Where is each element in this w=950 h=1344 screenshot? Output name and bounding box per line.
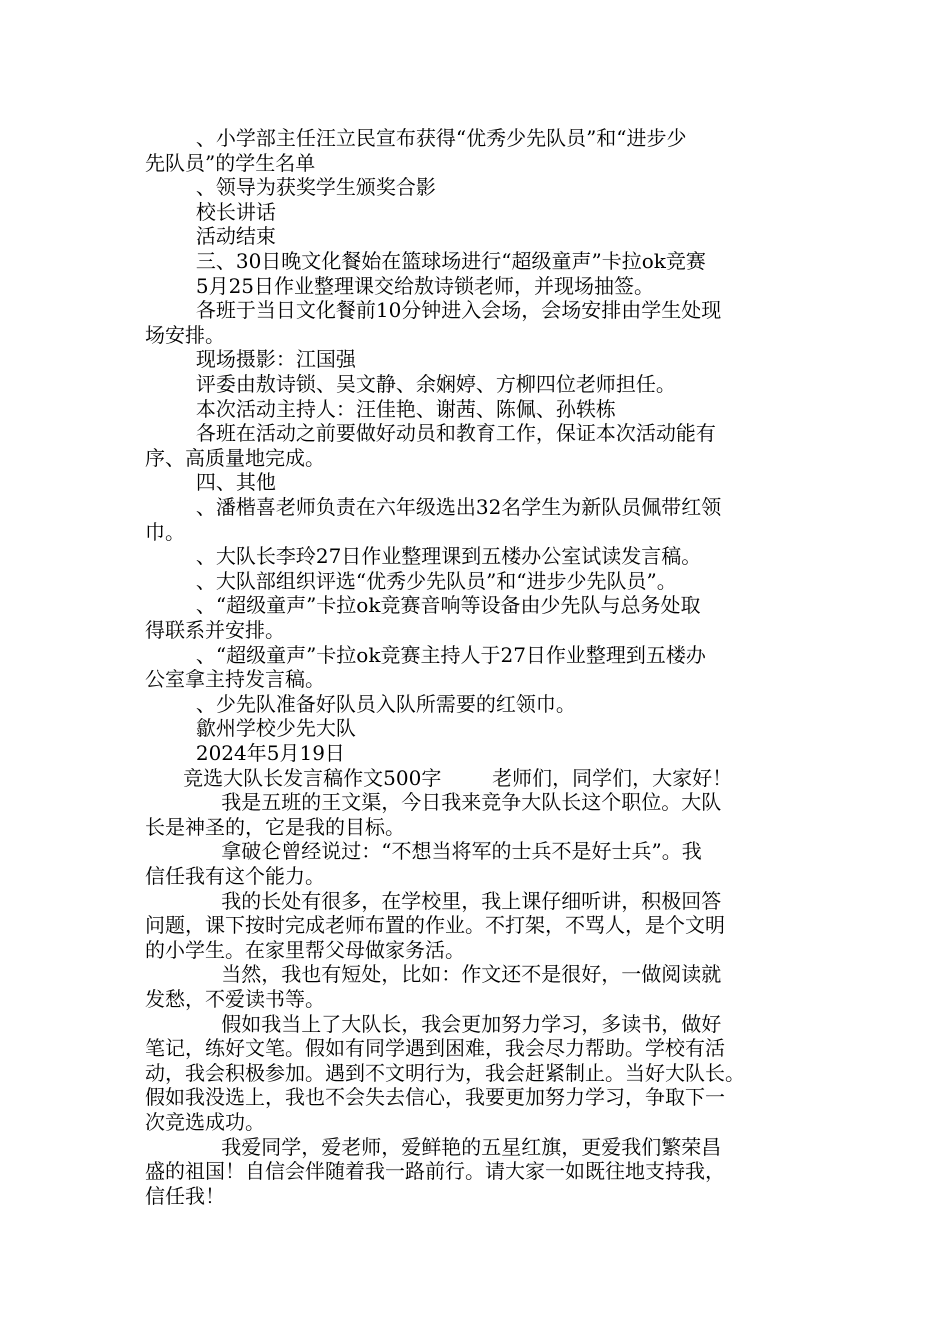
document-line: 各班在活动之前要做好动员和教育工作，保证本次活动能有: [145, 421, 716, 446]
document-line: 的小学生。在家里帮父母做家务活。: [145, 937, 465, 962]
document-line: 我爱同学，爱老师，爱鲜艳的五星红旗，更爱我们繁荣昌: [145, 1134, 722, 1159]
document-line: 、“超级童声”卡拉ok竞赛音响等设备由少先队与总务处取: [145, 593, 701, 618]
document-line: 、领导为获奖学生颁奖合影: [145, 175, 436, 200]
document-line: 假如我当上了大队长，我会更加努力学习，多读书，做好: [145, 1011, 722, 1036]
document-line: 歙州学校少先大队: [145, 716, 356, 741]
document-line: 四、其他: [145, 470, 276, 495]
document-line: 先队员”的学生名单: [145, 150, 316, 175]
document-line: 、“超级童声”卡拉ok竞赛主持人于27日作业整理到五楼办: [145, 642, 706, 667]
document-line: 我的长处有很多，在学校里，我上课仔细听讲，积极回答: [145, 888, 722, 913]
document-line: 、潘楷喜老师负责在六年级选出32名学生为新队员佩带红领: [145, 495, 722, 519]
document-line: 活动结束: [145, 224, 276, 249]
document-line: 竞选大队长发言稿作文500字 老师们，同学们，大家好！: [145, 765, 733, 790]
document-line: 校长讲话: [145, 199, 276, 224]
document-line: 本次活动主持人：汪佳艳、谢茜、陈佩、孙轶栋: [145, 396, 616, 421]
document-line: 笔记，练好文笔。假如有同学遇到困难，我会尽力帮助。学校有活: [145, 1036, 725, 1061]
document-line: 各班于当日文化餐前10分钟进入会场，会场安排由学生处现: [145, 298, 722, 323]
document-line: 拿破仑曾经说过：“不想当将军的士兵不是好士兵”。我: [145, 839, 702, 864]
document-line: 2024年5月19日: [145, 741, 345, 765]
document-line: 发愁，不爱读书等。: [145, 987, 325, 1011]
document-line: 巾。: [145, 519, 185, 544]
document-line: 长是神圣的，它是我的目标。: [145, 814, 405, 839]
document-line: 信任我！: [145, 1183, 225, 1208]
document-line: 三、30日晚文化餐始在篮球场进行“超级童声”卡拉ok竞赛: [145, 249, 706, 273]
document-line: 当然，我也有短处，比如：作文还不是很好，一做阅读就: [145, 962, 722, 987]
document-line: 信任我有这个能力。: [145, 864, 325, 888]
document-line: 盛的祖国！自信会伴随着我一路前行。请大家一如既往地支持我，: [145, 1159, 725, 1184]
document-line: 序、高质量地完成。: [145, 445, 325, 470]
document-line: 场安排。: [145, 322, 225, 347]
document-line: 、大队部组织评选“优秀少先队员”和“进步少先队员”。: [145, 568, 677, 593]
document-line: 、小学部主任汪立民宣布获得“优秀少先队员”和“进步少: [145, 126, 687, 150]
document-line: 、大队长李玲27日作业整理课到五楼办公室试读发言稿。: [145, 544, 702, 569]
document-line: 公室拿主持发言稿。: [145, 667, 325, 692]
document-line: 次竞选成功。: [145, 1110, 265, 1134]
document-line: 得联系并安排。: [145, 618, 285, 642]
document-line: 假如我没选上，我也不会失去信心，我要更加努力学习，争取下一: [145, 1085, 725, 1110]
document-line: 、少先队准备好队员入队所需要的红领巾。: [145, 691, 576, 716]
document-line: 5月25日作业整理课交给敖诗锁老师，并现场抽签。: [145, 273, 655, 298]
document-line: 动，我会积极参加。遇到不文明行为，我会赶紧制止。当好大队长。: [145, 1060, 745, 1085]
document-line: 我是五班的王文渠，今日我来竞争大队长这个职位。大队: [145, 790, 722, 815]
document-line: 问题，课下按时完成老师布置的作业。不打架，不骂人，是个文明: [145, 913, 725, 938]
document-line: 现场摄影：江国强: [145, 347, 356, 372]
document-line: 评委由敖诗锁、吴文静、余娴婷、方柳四位老师担任。: [145, 372, 676, 396]
